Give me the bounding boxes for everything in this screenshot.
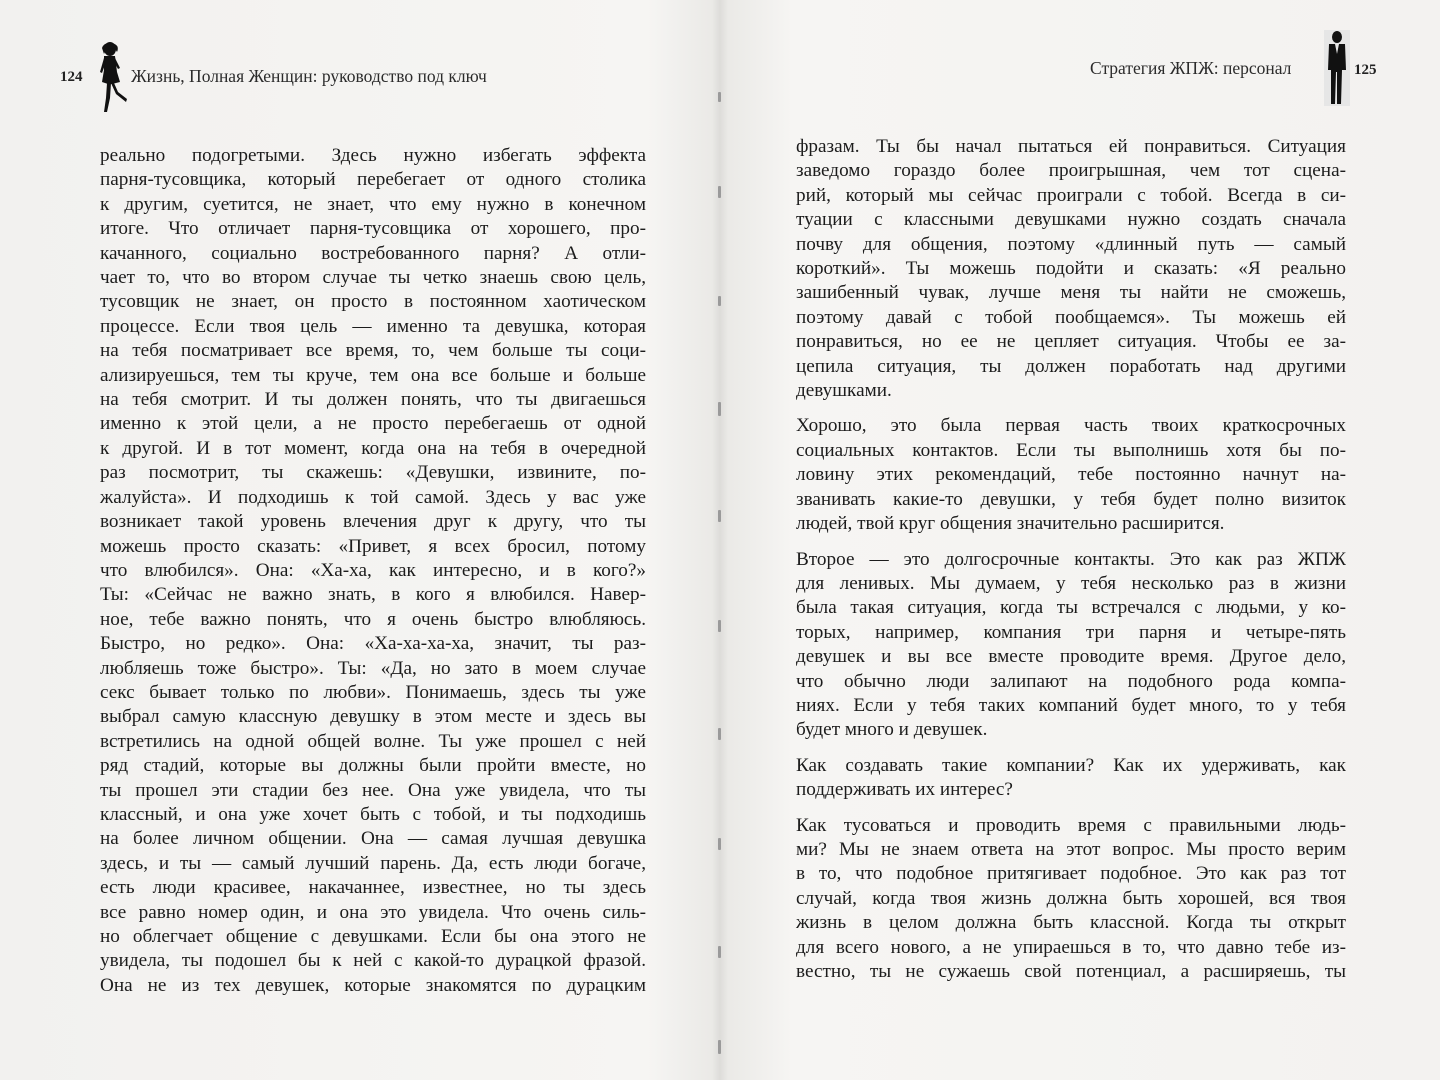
text-line: понравиться, но ее не цепляет ситуация. Чтобы ее за- — [796, 331, 1346, 353]
text-line: поэтому давай с тобой пообщаемся». Ты можешь ей — [796, 306, 1346, 328]
text-line: была такая ситуация, когда ты встречался с людьми, у ко- — [796, 597, 1346, 619]
gutter-stitch — [718, 838, 721, 850]
gutter-stitch — [718, 1040, 721, 1054]
text-line: качанного, социально востребованного парня? А отли- — [100, 242, 646, 264]
text-line: будет много и девушек. — [796, 719, 988, 741]
right-page-body — [796, 135, 1346, 984]
text-line: секс бывает только по любви». Понимаешь, здесь ты уже — [100, 681, 646, 703]
text-line: Быстро, но редко». Она: «Ха-ха-ха-ха, значит, ты раз- — [100, 633, 646, 655]
left-page-body — [100, 144, 646, 998]
text-line: встретились на одной общей волне. Ты уже прошел с ней — [100, 730, 646, 752]
paragraph — [796, 414, 1346, 536]
text-line: торых, например, компания три парня и четыре-пять — [796, 621, 1346, 643]
text-line: на тебя смотрит. И ты должен понять, что ты двигаешься — [100, 389, 646, 411]
text-line: зашибенный чувак, лучше меня ты найти не сможешь, — [796, 282, 1346, 304]
text-line: социальных контактов. Если ты выполнишь хотя бы по- — [796, 439, 1346, 461]
text-line: тусовщик не знает, он просто в постоянном хаотическом — [100, 291, 646, 313]
gutter-stitch — [718, 402, 721, 416]
text-line: для ленивых. Мы думаем, у тебя несколько раз в жизни — [796, 572, 1346, 594]
text-line: итоге. Что отличает парня-тусовщика от хорошего, про- — [100, 218, 646, 240]
text-line: раз посмотрит, ты скажешь: «Девушки, извините, по- — [100, 462, 646, 484]
text-line: что обычно люди залипают на подобного рода компа- — [796, 670, 1346, 692]
gutter-stitch — [718, 728, 721, 740]
text-line: увидела, ты подошел бы к ней с какой-то дурацкой фразой. — [100, 950, 646, 972]
text-line: почву для общения, поэтому «длинный путь — самый — [796, 233, 1346, 255]
text-line: туации с классными девушками нужно создать сначала — [796, 209, 1346, 231]
text-line: ное, тебе важно понять, что я очень быстро влюбляюсь. — [100, 608, 646, 630]
page-number: 125 — [1354, 62, 1377, 78]
text-line: на более личном общении. Она — самая лучшая девушка — [100, 828, 646, 850]
paragraph — [796, 814, 1346, 985]
text-line: жалуйста». И подходишь к той самой. Здесь у вас уже — [100, 486, 646, 508]
text-line: Хорошо, это была первая часть твоих краткосрочных — [796, 415, 1346, 437]
text-line: к другим, суетится, не знает, что ему нужно в конечном — [100, 193, 646, 215]
text-line: Как тусоваться и проводить время с правильными людь- — [796, 814, 1346, 836]
left-page — [0, 0, 712, 1080]
text-line: любляешь тоже быстро». Ты: «Да, но зато в моем случае — [100, 657, 646, 679]
text-line: но облегчает общение с девушками. Если бы она этого не — [100, 926, 646, 947]
text-line: все равно номер один, и она это увидела. Что очень силь- — [100, 901, 646, 923]
running-header: Жизнь, Полная Женщин: руководство под ключ — [131, 66, 487, 86]
text-line: ряд стадий, которые вы должны были пройти вместе, но — [100, 755, 646, 777]
text-line: именно к этой цели, а не просто перебегаешь от одной — [100, 413, 646, 435]
text-line: заведомо гораздо более проигрышная, чем тот сцена- — [796, 160, 1346, 182]
text-line: возникает такой уровень влечения друг к другу, что ты — [100, 511, 646, 533]
text-line: вестно, ты не сужаешь свой потенциал, а расширяешь, ты — [796, 961, 1346, 982]
text-line: фразам. Ты бы начал пытаться ей понравиться. Ситуация — [796, 136, 1346, 157]
text-line: ми? Мы не знаем ответа на этот вопрос. Мы просто верим — [796, 838, 1346, 860]
text-line: Она не из тех девушек, которые знакомятся по дурацким — [100, 974, 646, 996]
text-line: парня-тусовщика, который перебегает от одного столика — [100, 169, 646, 191]
paragraph — [796, 135, 1346, 403]
text-line: ализируешься, тем ты круче, тем она все больше и больше — [100, 364, 646, 386]
text-line: процессе. Если твоя цель — именно та девушка, которая — [100, 315, 646, 337]
paragraph — [796, 754, 1346, 803]
text-line: классный, и она уже хочет быть с тобой, и ты подходишь — [100, 803, 646, 825]
gutter-stitch — [718, 92, 721, 102]
gutter-stitch — [718, 186, 721, 198]
text-line: ниях. Если у тебя таких компаний будет много, то у тебя — [796, 694, 1346, 716]
text-line: людей, твой круг общения значительно расширится. — [796, 513, 1225, 535]
man-silhouette-icon — [1324, 30, 1350, 106]
text-line: званивать какие-то девушки, у тебя будет полно визиток — [796, 488, 1346, 510]
gutter-stitch — [718, 620, 721, 632]
text-line: жизнь в целом должна быть классной. Когда ты открыт — [796, 912, 1346, 934]
text-line: ловину этих рекомендаций, тебе постоянно начнут на- — [796, 464, 1346, 486]
text-line: что влюбился». Она: «Ха-ха, как интересно, и в кого?» — [100, 559, 646, 581]
text-line: на тебя посматривает все время, то, чем больше ты соци- — [100, 340, 646, 362]
text-line: для всего нового, а не упираешься в то, что давно тебе из- — [796, 936, 1346, 958]
book-gutter — [712, 0, 728, 1080]
running-header: Стратегия ЖПЖ: персонал — [1090, 58, 1292, 78]
gutter-stitch — [718, 296, 721, 306]
text-line: выбрал самую классную девушку в этом месте и здесь вы — [100, 706, 646, 728]
page-number: 124 — [60, 69, 83, 85]
text-line: рий, который мы сейчас проиграли с тобой. Всегда в си- — [796, 184, 1346, 206]
text-line: случай, когда твоя жизнь должна быть хорошей, вся твоя — [796, 887, 1346, 909]
text-line: Ты: «Сейчас не важно знать, в кого я влюбился. Навер- — [100, 584, 646, 606]
text-line: есть люди красивее, накачаннее, известнее, но ты здесь — [100, 877, 646, 899]
gutter-stitch — [718, 510, 721, 522]
text-line: в то, что подобное притягивает подобное. Это как раз тот — [796, 863, 1346, 885]
text-line: к другой. И в тот момент, когда она на тебя в очередной — [100, 437, 646, 459]
text-line: Второе — это долгосрочные контакты. Это как раз ЖПЖ — [796, 548, 1346, 570]
text-line: чает то, что во втором случае ты четко знаешь свою цель, — [100, 267, 646, 289]
text-line: девушек и вы все вместе проводите время. Другое дело, — [796, 646, 1346, 668]
text-line: Как создавать такие компании? Как их удерживать, как — [796, 754, 1346, 776]
text-line: девушками. — [796, 380, 892, 402]
text-line: ты прошел эти стадии без нее. Она уже увидела, что ты — [100, 779, 646, 801]
text-line: реально подогретыми. Здесь нужно избегать эффекта — [100, 145, 646, 166]
text-line: здесь, и ты — самый лучший парень. Да, есть люди богаче, — [100, 852, 646, 874]
right-page — [728, 0, 1440, 1080]
text-line: короткий». Ты можешь подойти и сказать: «Я реально — [796, 258, 1346, 280]
woman-silhouette-icon — [90, 42, 130, 114]
text-line: поддерживать их интерес? — [796, 779, 1013, 801]
gutter-stitch — [718, 946, 721, 958]
paragraph — [796, 548, 1346, 743]
text-line: цепила ситуация, ты должен поработать над другими — [796, 355, 1346, 377]
text-line: можешь просто сказать: «Привет, я всех бросил, потому — [100, 535, 646, 557]
